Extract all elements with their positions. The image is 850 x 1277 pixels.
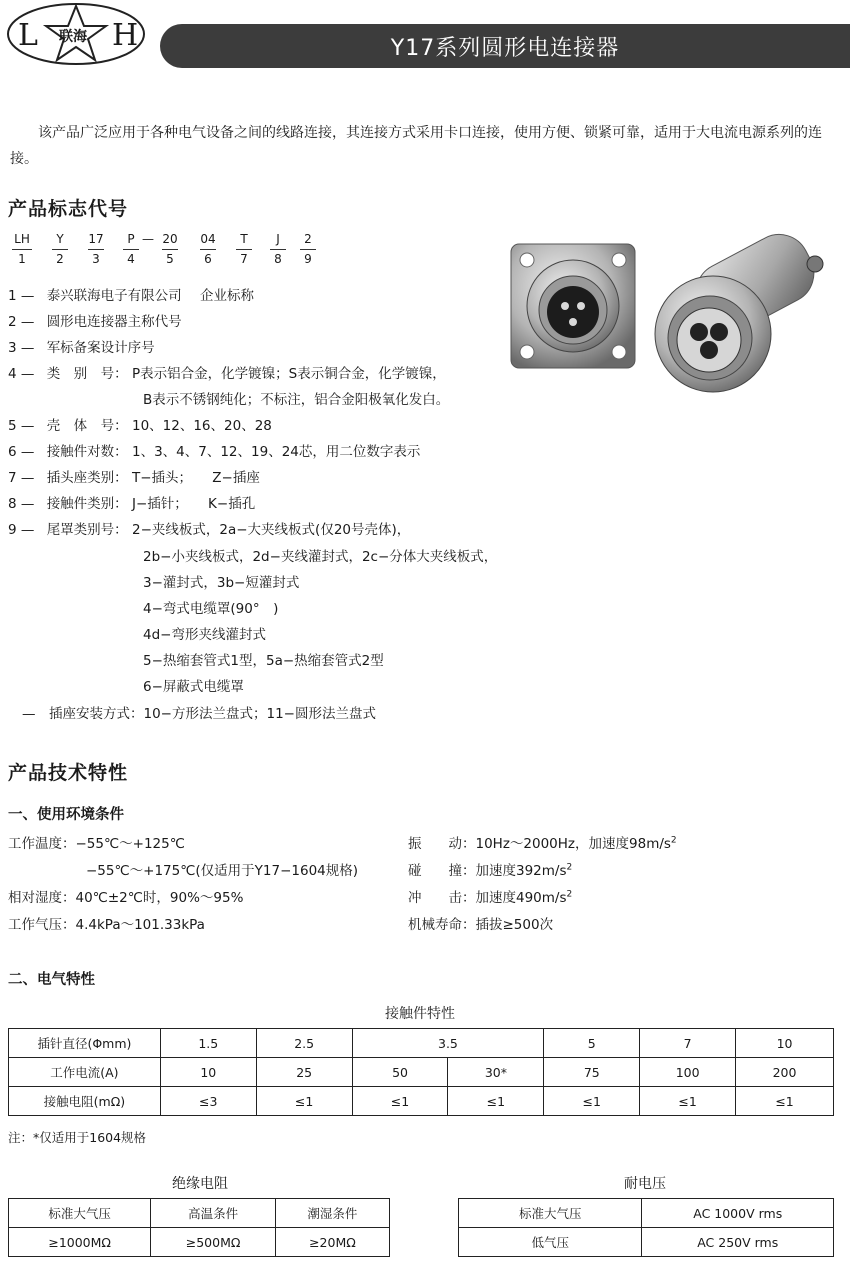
table-cell: 1.5 [160, 1029, 256, 1058]
code-number: 2 [56, 252, 64, 266]
table-cell: 200 [736, 1058, 834, 1087]
code-underline [300, 249, 316, 250]
contact-table [8, 1028, 834, 1116]
intro-paragraph: 该产品广泛应用于各种电气设备之间的线路连接，其连接方式采用卡口连接，使用方便、锁紧可靠，适用于大电流电源系列的连接。 [10, 125, 822, 167]
marking-label: 军标备案设计序号 [46, 340, 155, 356]
code-number: 5 [166, 252, 174, 266]
marking-item-9-cont: 5−热缩套管式1型，5a−热缩套管式2型 [143, 653, 384, 669]
code-part: LH [14, 232, 30, 246]
spec-value: 加速度490m/s [475, 890, 567, 906]
marking-label: 插头座类别： [46, 470, 128, 486]
marking-label: 接触件对数： [46, 444, 128, 460]
spec-sup: 2 [566, 889, 573, 900]
env-humidity: 相对湿度：40℃±2℃时，90%～95% [8, 890, 244, 906]
marking-item-7 [8, 466, 260, 486]
marking-item-2 [8, 310, 182, 330]
marking-item-1 [8, 284, 254, 304]
spec-label: 碰 撞： [408, 863, 476, 879]
spec-value: 插拔≥500次 [475, 917, 554, 933]
marking-text: T−插头； Z−插座 [131, 470, 260, 486]
voltage-table [458, 1198, 834, 1257]
table-row [459, 1199, 834, 1228]
table-cell: ≥20MΩ [275, 1228, 389, 1257]
tech-section-title: 产品技术特性 [8, 762, 129, 784]
marking-item-9-cont: 2b−小夹线板式，2d−夹线灌封式，2c−分体大夹线板式， [143, 549, 498, 565]
row-header: 接触电阻(mΩ) [9, 1087, 161, 1116]
table-row [9, 1058, 834, 1087]
code-number: 4 [127, 252, 135, 266]
env-vibration [408, 832, 677, 852]
table-header: 高温条件 [151, 1199, 276, 1228]
marking-number: 1 — [8, 288, 35, 304]
code-part: 20 [162, 232, 178, 246]
code-underline [236, 249, 252, 250]
logo-letter-h: H [112, 18, 139, 53]
env-pressure: 工作气压：4.4kPa～101.33kPa [8, 917, 205, 933]
table-cell: ≤3 [160, 1087, 256, 1116]
spec-label: 振 动： [408, 836, 476, 852]
code-underline [88, 249, 104, 250]
table-cell: ≤1 [544, 1087, 640, 1116]
code-part: P [127, 232, 135, 246]
table-row [9, 1199, 390, 1228]
env-bump [408, 859, 572, 879]
code-part: T [240, 232, 248, 246]
table-header: 标准大气压 [9, 1199, 151, 1228]
marking-number: 2 — [8, 314, 35, 330]
code-number: 9 [304, 252, 312, 266]
table-cell: ≥500MΩ [151, 1228, 276, 1257]
marking-item-3 [8, 336, 155, 356]
table-cell: 10 [736, 1029, 834, 1058]
table-cell: 3.5 [352, 1029, 544, 1058]
spec-label: 冲 击： [408, 890, 476, 906]
code-part: 17 [88, 232, 104, 246]
env-temp: 工作温度：−55℃～+125℃ [8, 836, 185, 852]
env-shock [408, 886, 572, 906]
marking-number: 8 — [8, 496, 35, 512]
connector-photo [505, 228, 835, 398]
code-part: J [276, 232, 280, 246]
logo-text: 联海 [59, 29, 87, 45]
table-cell: ≤1 [256, 1087, 352, 1116]
code-number: 6 [204, 252, 212, 266]
code-number: 8 [274, 252, 282, 266]
marking-label: 接触件类别： [46, 496, 128, 512]
insulation-table [8, 1198, 390, 1257]
code-underline [123, 249, 139, 250]
table-cell: 75 [544, 1058, 640, 1087]
contact-table-caption: 接触件特性 [385, 1006, 455, 1022]
marking-number: 4 — [8, 366, 35, 382]
table-cell: 5 [544, 1029, 640, 1058]
marking-item-9-cont: 4d−弯形夹线灌封式 [143, 627, 266, 643]
marking-text: 1、3、4、7、12、19、24芯，用二位数字表示 [131, 444, 421, 460]
table-cell: AC 250V rms [642, 1228, 834, 1257]
table-cell: 100 [640, 1058, 736, 1087]
table-cell: ≤1 [448, 1087, 544, 1116]
table-cell: ≤1 [640, 1087, 736, 1116]
company-logo [6, 2, 146, 66]
marking-item-8 [8, 492, 255, 512]
env-temp-extended: −55℃～+175℃(仅适用于Y17−1604规格) [86, 863, 359, 879]
row-header: 工作电流(A) [9, 1058, 161, 1087]
marking-item-4 [8, 362, 446, 382]
code-part: 04 [200, 232, 216, 246]
row-header: 插针直径(Φmm) [9, 1029, 161, 1058]
marking-text: 10、12、16、20、28 [131, 418, 272, 434]
table-cell: 7 [640, 1029, 736, 1058]
marking-text: J−插针； K−插孔 [131, 496, 256, 512]
code-underline [162, 249, 178, 250]
page-title-bar [160, 24, 850, 68]
voltage-caption: 耐电压 [624, 1176, 666, 1192]
code-underline [200, 249, 216, 250]
table-cell: ≤1 [352, 1087, 448, 1116]
marking-label: 尾罩类别号： [46, 522, 128, 538]
spec-value: 10Hz～2000Hz，加速度98m/s [475, 836, 671, 852]
page-title: Y17系列圆形电连接器 [390, 35, 620, 61]
marking-item-4-cont: B表示不锈钢纯化；不标注，铝合金阳极氧化发白。 [143, 392, 450, 408]
table-header: 潮湿条件 [275, 1199, 389, 1228]
spec-value: 加速度392m/s [475, 863, 567, 879]
spec-sup: 2 [566, 862, 573, 873]
table-row [459, 1228, 834, 1257]
marking-item-9 [8, 518, 410, 538]
marking-text: P表示铝合金，化学镀镍；S表示铜合金，化学镀镍， [131, 366, 446, 382]
table-cell: ≥1000MΩ [9, 1228, 151, 1257]
marking-number: 3 — [8, 340, 35, 356]
table-cell: 25 [256, 1058, 352, 1087]
marking-item-9-cont: 4−弯式电缆罩(90° ) [143, 601, 279, 617]
code-dash: — [142, 232, 154, 246]
env-title: 一、使用环境条件 [8, 807, 124, 823]
marking-item-5 [8, 414, 272, 434]
spec-label: 机械寿命： [408, 917, 476, 933]
code-number: 3 [92, 252, 100, 266]
table-cell: 标准大气压 [459, 1199, 642, 1228]
code-underline [12, 249, 32, 250]
code-number: 7 [240, 252, 248, 266]
logo-letter-l: L [18, 18, 38, 53]
table-cell: 30* [448, 1058, 544, 1087]
table-row [9, 1228, 390, 1257]
code-underline [52, 249, 68, 250]
env-mech-life [408, 913, 553, 933]
marking-label: 壳 体 号： [46, 418, 128, 434]
marking-text: 企业标称 [199, 288, 254, 304]
code-underline [270, 249, 286, 250]
table-cell: 50 [352, 1058, 448, 1087]
table-row [9, 1029, 834, 1058]
marking-number: 7 — [8, 470, 35, 486]
table-cell: 10 [160, 1058, 256, 1087]
code-number: 1 [18, 252, 26, 266]
marking-text: 2−夹线板式，2a−大夹线板式(仅20号壳体)， [131, 522, 411, 538]
marking-number: 9 — [8, 522, 35, 538]
marking-item-6 [8, 440, 420, 460]
table-row [9, 1087, 834, 1116]
table-note: 注：*仅适用于1604规格 [8, 1130, 147, 1145]
code-diagram [0, 230, 330, 270]
spec-sup: 2 [670, 835, 677, 846]
marking-label: 泰兴联海电子有限公司 [46, 288, 182, 304]
table-cell: ≤1 [736, 1087, 834, 1116]
marking-label: 类 别 号： [46, 366, 128, 382]
electrical-title: 二、电气特性 [8, 972, 95, 988]
code-part: Y [56, 232, 64, 246]
marking-item-9-cont: 6−屏蔽式电缆罩 [143, 679, 244, 695]
mount-type-line: — 插座安装方式：10−方形法兰盘式；11−圆形法兰盘式 [22, 706, 376, 722]
marking-item-9-cont: 3−灌封式，3b−短灌封式 [143, 575, 300, 591]
marking-number: 5 — [8, 418, 35, 434]
marking-section-title: 产品标志代号 [8, 198, 129, 220]
marking-label: 圆形电连接器主称代号 [46, 314, 182, 330]
insulation-caption: 绝缘电阻 [172, 1176, 228, 1192]
code-part: 2 [304, 232, 312, 246]
table-cell: 低气压 [459, 1228, 642, 1257]
table-cell: 2.5 [256, 1029, 352, 1058]
marking-number: 6 — [8, 444, 35, 460]
table-cell: AC 1000V rms [642, 1199, 834, 1228]
